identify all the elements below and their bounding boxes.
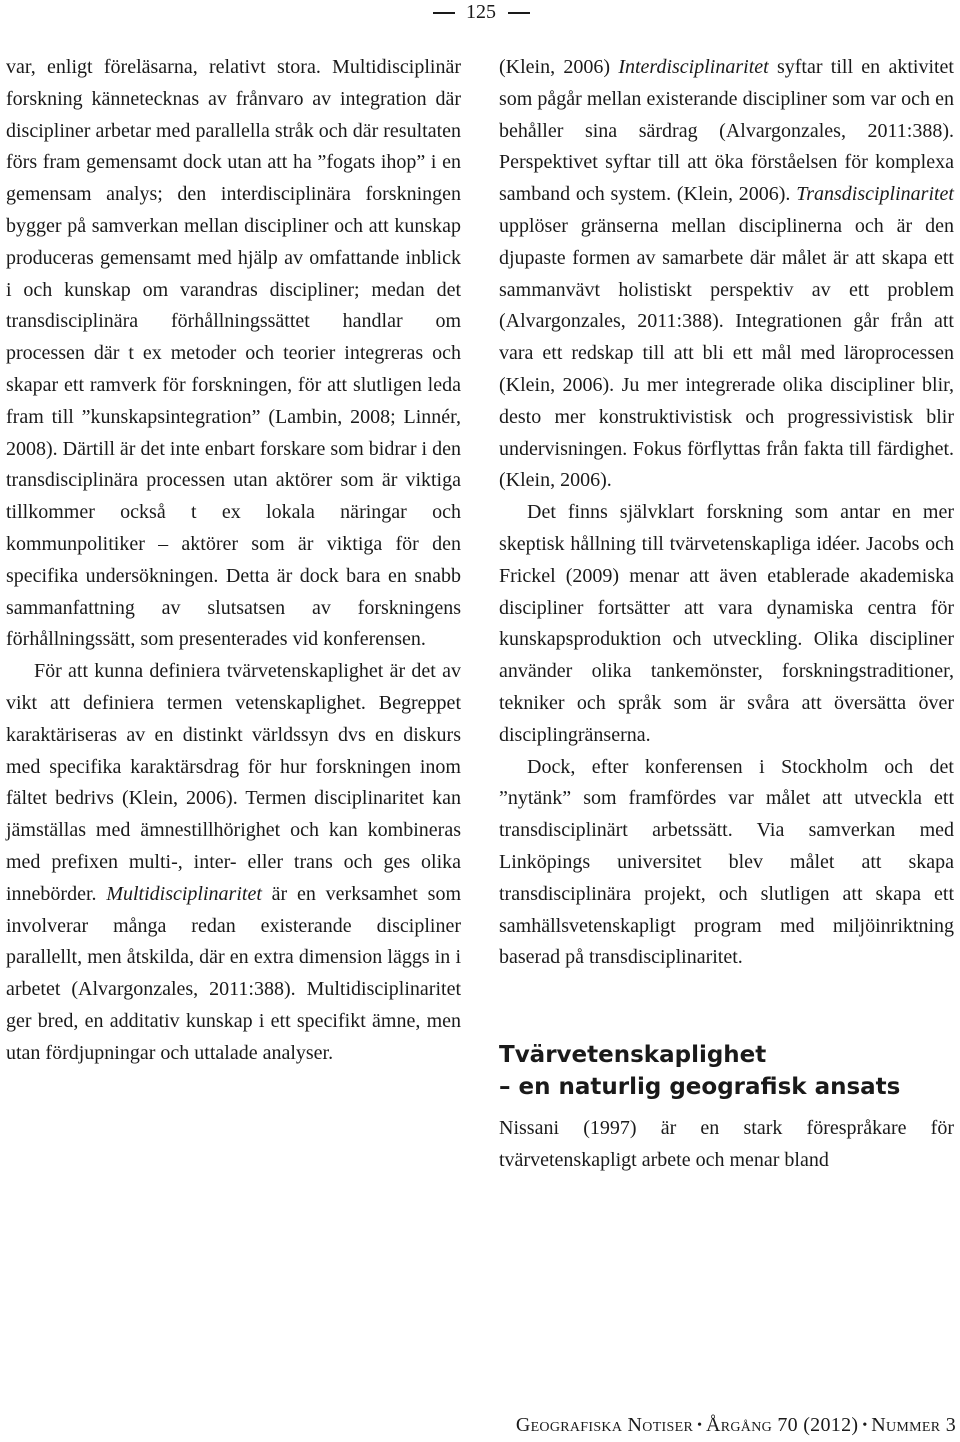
section-heading-line-1: Tvärvetenskaplighet (499, 1042, 767, 1069)
section-heading-line-2: – en naturlig geografisk ansats (499, 1074, 901, 1101)
journal-name: Geografiska Notiser (515, 1414, 694, 1436)
right-paragraph-2: Det finns självklart forskning som antar en mer skeptisk hållning till tvärvetenskapliga idéer. Jacobs och Frickel (2009) menar att även etablerade akademiska discipliner fortsätter att vara dynamiska centra för kunskapsproduktion och utveckling. Olika discipliner använder olika tankemönster, forskningstraditioner, tekniker och språk som är svåra att översätta över disciplingränserna. (499, 501, 954, 746)
section-heading (499, 1039, 954, 1103)
page-footer (380, 1412, 956, 1439)
page-number: 125 (466, 1, 496, 23)
left-paragraph-1: var, enligt föreläsarna, relativt stora. Multidisciplinär forskning kännetecknas av frånvaro av integration där discipliner arbetar med parallella stråk och där resultaten förs fram gemensamt dock utan att ha ”fogats ihop” i en gemensam analys; den interdisciplinära forskningen bygger på samverkan mellan discipliner och att kunskap produceras gemensamt med hjälp av omfattande inblick i och kunskap om varandras discipliner; medan det transdisciplinära förhållningssättet handlar om processen där t ex metoder och teorier integreras och skapar ett ramverk för forskningen, för att slutligen leda fram till ”kunskapsintegration” (Lambin, 2008; Linnér, 2008). Därtill är det inte enbart forskare som bidrar i den transdisciplinära processen utan aktörer som är viktiga tillkommer också t ex lokala näringar och kommunpolitiker – aktörer som är viktiga för den specifika undersökningen. Detta är dock bara en snabb sammanfattning av slutsatsen av forskningens förhållningssätt, som presenterades vid konferensen. (6, 56, 461, 651)
left-column (6, 52, 461, 1070)
right-paragraph-1-text-c: upplöser gränserna mellan disciplinerna och är den djupaste formen av samarbete där målet är att skapa ett sammanvävt holistiskt perspektiv av ett problem (Alvargonzales, 2011:388). Integrationen går från att vara ett redskap till att bli ett mål med läroprocessen (Klein, 2006). Ju mer integrerade olika discipliner blir, desto mer konstruktivistisk och progressivistisk blir undervisningen. Fokus förflyttas från fakta till färdighet. (Klein, 2006). (499, 214, 954, 492)
footer-separator-2: • (862, 1418, 868, 1433)
left-paragraph-2 (6, 656, 461, 1069)
right-paragraph-4: Nissani (1997) är en stark förespråkare för tvärvetenskapligt arbete och menar bland (499, 1117, 954, 1171)
right-paragraph-1 (499, 52, 954, 497)
term-transdisciplinaritet: Transdisciplinaritet (796, 183, 954, 206)
left-paragraph-2-text-b: är en verksamhet som involverar många redan existerande discipliner parallellt, men åtskilda, där en extra dimension läggs in i arbetet (Alvargonzales, 2011:388). Multidisciplinaritet ger bred, en additativ kunskap i ett specifikt ämne, men utan fördjupningar och uttalade analyser. (6, 882, 461, 1064)
header-rule-left (433, 12, 455, 14)
header-rule-right (508, 12, 530, 14)
right-column (499, 52, 954, 1177)
right-paragraph-1-text-b: syftar till en aktivitet som pågår mellan existerande discipliner som var och en behåller sina särdrag (Alvargonzales, 2011:388). Perspektivet syftar till att öka förståelsen för komplexa samband och system. (Klein, 2006). (499, 56, 954, 206)
term-multidisciplinaritet: Multidisciplinaritet (106, 882, 262, 905)
right-paragraph-3: Dock, efter konferensen i Stockholm och det ”nytänk” som framfördes var målet att utveckla ett transdisciplinärt arbetssätt. Via samverkan med Linköpings universitet blev målet att skapa transdisciplinära projekt, och slutligen att skapa ett samhällsvetenskapligt program med miljöinriktning baserad på transdisciplinaritet. (499, 755, 954, 969)
journal-issue: Nummer 3 (871, 1414, 956, 1436)
footer-separator-1: • (697, 1418, 702, 1433)
journal-volume: Årgång 70 (2012) (706, 1414, 859, 1436)
right-paragraph-1-text-a: (Klein, 2006) (499, 56, 611, 78)
left-paragraph-2-text-a: För att kunna definiera tvärvetenskaplighet är det av vikt att definiera termen vetenskaplighet. Begreppet karaktäriseras av en distinkt världssyn dvs en diskurs med specifika karaktärsdrag för hur forskningen inom fältet bedrivs (Klein, 2006). Termen disciplinaritet kan jämställas med ämnestillhörighet och kan kombineras med prefixen multi-, inter- eller trans och ges olika innebörder. (6, 660, 461, 905)
term-interdisciplinaritet: Interdisciplinaritet (618, 56, 769, 78)
page-header (0, 0, 960, 30)
